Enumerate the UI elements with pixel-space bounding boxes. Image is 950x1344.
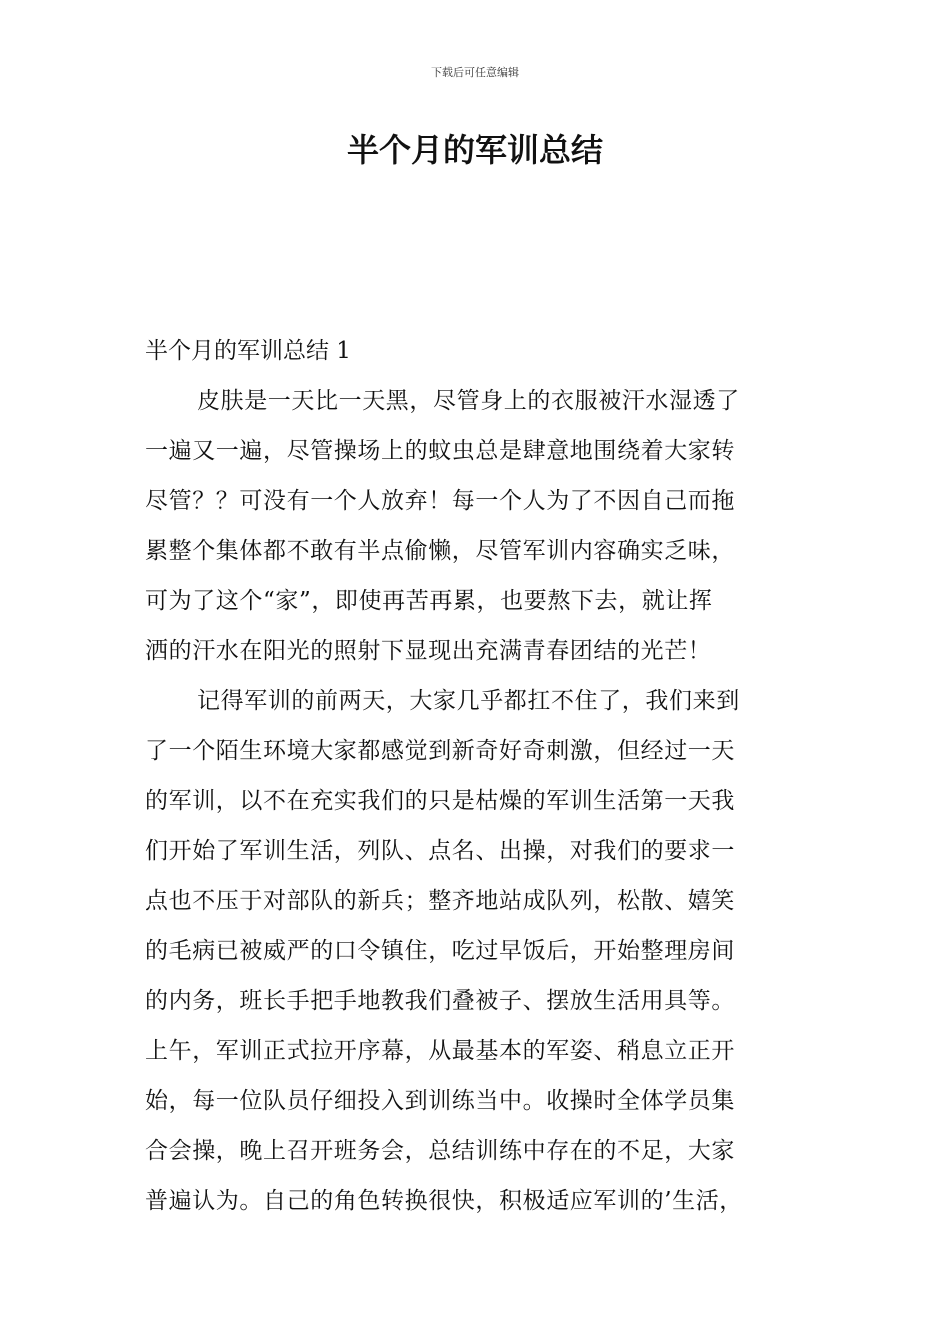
paragraph-line: 们开始了军训生活，列队、点名、出操，对我们的要求一 <box>145 838 735 864</box>
paragraph-line: 记得军训的前两天，大家几乎都扛不住了，我们来到 <box>197 688 740 714</box>
paragraph-line: 洒的汗水在阳光的照射下显现出充满青春团结的光芒！ <box>145 638 712 664</box>
document-title: 半个月的军训总结 <box>346 131 603 169</box>
paragraph-line: 累整个集体都不敢有半点偷懒，尽管军训内容确实乏味， <box>145 538 735 564</box>
paragraph-2 <box>145 676 810 1226</box>
header-note: 下载后可任意编辑 <box>431 66 519 79</box>
paragraph-line: 的毛病已被威严的口令镇住，吃过早饭后，开始整理房间 <box>145 938 735 964</box>
paragraph-line: 皮肤是一天比一天黑，尽管身上的衣服被汗水湿透了 <box>197 388 740 414</box>
paragraph-line: 一遍又一遍，尽管操场上的蚊虫总是肆意地围绕着大家转 <box>145 438 735 464</box>
paragraph-line: 合会操，晚上召开班务会，总结训练中存在的不足，大家 <box>145 1138 735 1164</box>
paragraph-line: 了一个陌生环境大家都感觉到新奇好奇刺激，但经过一天 <box>145 738 735 764</box>
paragraph-line: 的军训，以不在充实我们的只是枯燥的军训生活第一天我 <box>145 788 735 814</box>
paragraph-line: 可为了这个“家”，即使再苦再累，也要熬下去，就让挥 <box>145 588 713 614</box>
paragraph-line: 上午，军训正式拉开序幕，从最基本的军姿、稍息立正开 <box>145 1038 735 1064</box>
paragraph-line: 普遍认为。自己的角色转换很快，积极适应军训的’生活， <box>145 1188 743 1214</box>
paragraph-line: 的内务，班长手把手地教我们叠被子、摆放生活用具等。 <box>145 988 735 1014</box>
document-body <box>145 326 810 1226</box>
section-heading: 半个月的军训总结 1 <box>145 338 351 364</box>
paragraph-1 <box>145 376 810 676</box>
paragraph-line: 尽管？？可没有一个人放弃！每一个人为了不因自己而拖 <box>145 488 735 514</box>
paragraph-line: 点也不压于对部队的新兵；整齐地站成队列，松散、嬉笑 <box>145 888 735 914</box>
paragraph-line: 始，每一位队员仔细投入到训练当中。收操时全体学员集 <box>145 1088 735 1114</box>
